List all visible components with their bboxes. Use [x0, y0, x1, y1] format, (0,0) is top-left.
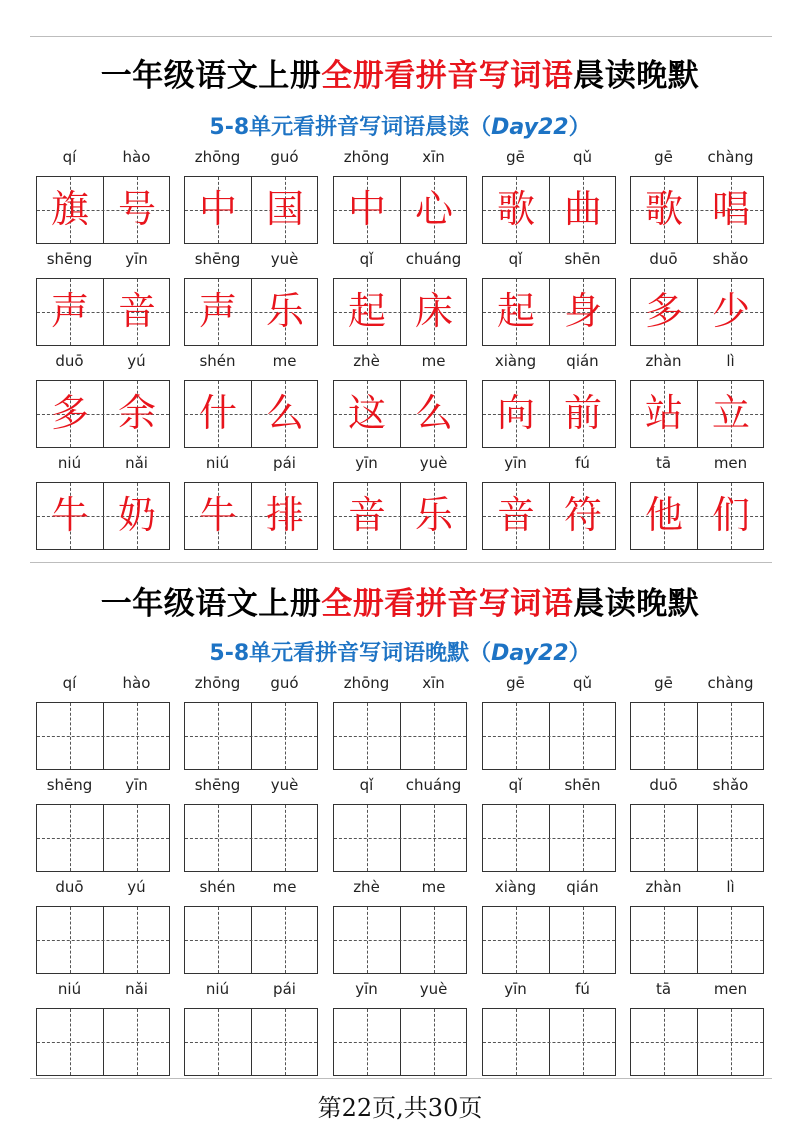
pinyin-right: shǎo	[712, 776, 749, 794]
tianzige-box[interactable]	[630, 906, 764, 974]
tianzige-box	[482, 176, 616, 244]
guide-line-horizontal	[37, 940, 169, 941]
pinyin-right: qián	[566, 352, 599, 370]
word-pair	[630, 148, 764, 250]
word-row	[36, 148, 772, 250]
tianzige-box[interactable]	[36, 804, 170, 872]
pinyin-right: shǎo	[712, 250, 749, 268]
pinyin-right: guó	[270, 674, 299, 692]
word-pair	[36, 776, 170, 878]
pinyin-right: men	[713, 980, 748, 998]
word-pair	[630, 352, 764, 454]
pinyin-left: qǐ	[508, 250, 523, 268]
pinyin-right: lì	[726, 352, 735, 370]
pinyin-right: chuáng	[405, 250, 462, 268]
word-pair	[630, 980, 764, 1082]
guide-line-vertical	[218, 1009, 219, 1075]
pinyin-right: chàng	[707, 674, 754, 692]
word-pair	[184, 980, 318, 1082]
hanzi-left: 声	[50, 289, 89, 333]
tianzige-box	[184, 482, 318, 550]
guide-line-vertical	[70, 1009, 71, 1075]
guide-line-vertical	[137, 703, 138, 769]
pinyin-right: nǎi	[125, 454, 148, 472]
pinyin-right: chuáng	[405, 776, 462, 794]
guide-line-vertical	[731, 805, 732, 871]
word-pair	[184, 250, 318, 352]
guide-line-horizontal	[185, 940, 317, 941]
word-pair	[482, 352, 616, 454]
tianzige-box	[630, 482, 764, 550]
pinyin-right: yú	[127, 878, 146, 896]
word-pair	[333, 980, 467, 1082]
word-pair	[184, 454, 318, 556]
hanzi-left: 歌	[496, 187, 535, 231]
hanzi-right: 乐	[414, 493, 453, 537]
title-part3: 晨读晚默	[573, 586, 700, 622]
guide-line-horizontal	[631, 838, 763, 839]
word-pair	[482, 776, 616, 878]
hanzi-right: 余	[117, 391, 156, 435]
tianzige-box[interactable]	[482, 1008, 616, 1076]
tianzige-box	[630, 380, 764, 448]
guide-line-vertical	[583, 703, 584, 769]
tianzige-box	[36, 176, 170, 244]
pinyin-right: lì	[726, 878, 735, 896]
tianzige-box	[184, 278, 318, 346]
word-pair	[36, 878, 170, 980]
guide-line-horizontal	[483, 736, 615, 737]
hanzi-right: 么	[414, 391, 453, 435]
section-2-title	[0, 578, 800, 623]
guide-line-horizontal	[334, 736, 466, 737]
pinyin-left: gē	[506, 674, 525, 692]
hanzi-left: 向	[496, 391, 535, 435]
pinyin-left: tā	[655, 980, 672, 998]
hanzi-right: 立	[711, 391, 750, 435]
pinyin-left: niú	[205, 980, 230, 998]
guide-line-vertical	[285, 703, 286, 769]
guide-line-vertical	[664, 703, 665, 769]
hanzi-left: 起	[496, 289, 535, 333]
pinyin-right: shēn	[564, 250, 601, 268]
pinyin-right: me	[421, 878, 446, 896]
pinyin-left: gē	[654, 148, 673, 166]
word-pair	[333, 674, 467, 776]
guide-line-horizontal	[185, 1042, 317, 1043]
pinyin-left: shēng	[46, 776, 93, 794]
guide-line-vertical	[434, 1009, 435, 1075]
pinyin-right: yīn	[125, 776, 148, 794]
tianzige-box[interactable]	[482, 906, 616, 974]
hanzi-left: 音	[496, 493, 535, 537]
word-pair	[333, 250, 467, 352]
pinyin-left: shēng	[194, 250, 241, 268]
title-part3: 晨读晚默	[573, 58, 700, 94]
pinyin-left: qǐ	[359, 776, 374, 794]
hanzi-left: 站	[644, 391, 683, 435]
pinyin-right: fú	[575, 980, 590, 998]
pinyin-right: guó	[270, 148, 299, 166]
hanzi-left: 音	[347, 493, 386, 537]
middle-divider	[30, 562, 772, 563]
subtitle-open: （	[469, 641, 492, 666]
hanzi-left: 牛	[50, 493, 89, 537]
pinyin-left: duō	[55, 352, 84, 370]
word-pair	[184, 352, 318, 454]
hanzi-right: 少	[711, 289, 750, 333]
pinyin-right: xīn	[422, 674, 445, 692]
title-part2: 全册看拼音写词语	[321, 586, 574, 622]
word-pair	[36, 454, 170, 556]
pinyin-right: me	[421, 352, 446, 370]
pinyin-right: fú	[575, 454, 590, 472]
hanzi-left: 歌	[644, 187, 683, 231]
guide-line-vertical	[516, 1009, 517, 1075]
pinyin-left: xiàng	[494, 878, 537, 896]
guide-line-vertical	[285, 1009, 286, 1075]
tianzige-box[interactable]	[184, 702, 318, 770]
guide-line-vertical	[70, 703, 71, 769]
pinyin-left: niú	[57, 980, 82, 998]
hanzi-right: 国	[265, 187, 304, 231]
subtitle-main: 5-8单元看拼音写词语晚默	[209, 641, 470, 666]
word-row	[36, 878, 772, 980]
guide-line-horizontal	[483, 838, 615, 839]
pinyin-right: yuè	[270, 776, 299, 794]
word-pair	[482, 148, 616, 250]
tianzige-box	[482, 482, 616, 550]
guide-line-horizontal	[37, 838, 169, 839]
guide-line-vertical	[516, 805, 517, 871]
hanzi-right: 符	[563, 493, 602, 537]
hanzi-right: 奶	[117, 493, 156, 537]
tianzige-box[interactable]	[630, 702, 764, 770]
pinyin-right: yuè	[419, 980, 448, 998]
guide-line-horizontal	[185, 736, 317, 737]
title-part2: 全册看拼音写词语	[321, 58, 574, 94]
tianzige-box[interactable]	[630, 804, 764, 872]
word-pair	[630, 878, 764, 980]
guide-line-vertical	[70, 907, 71, 973]
hanzi-right: 们	[711, 493, 750, 537]
guide-line-horizontal	[185, 838, 317, 839]
guide-line-vertical	[583, 805, 584, 871]
pinyin-right: pái	[273, 454, 296, 472]
word-pair	[36, 674, 170, 776]
word-pair	[630, 250, 764, 352]
pinyin-left: zhōng	[343, 674, 390, 692]
guide-line-horizontal	[483, 940, 615, 941]
word-pair	[482, 674, 616, 776]
tianzige-box[interactable]	[630, 1008, 764, 1076]
tianzige-box[interactable]	[482, 804, 616, 872]
evening-dictation-grid	[36, 674, 772, 1082]
pinyin-left: tā	[655, 454, 672, 472]
hanzi-right: 床	[414, 289, 453, 333]
word-row	[36, 980, 772, 1082]
hanzi-right: 音	[117, 289, 156, 333]
word-pair	[333, 352, 467, 454]
guide-line-vertical	[218, 805, 219, 871]
guide-line-vertical	[137, 1009, 138, 1075]
word-pair	[333, 776, 467, 878]
hanzi-left: 中	[198, 187, 237, 231]
guide-line-vertical	[516, 703, 517, 769]
pinyin-right: shēn	[564, 776, 601, 794]
tianzige-box	[482, 278, 616, 346]
tianzige-box	[333, 380, 467, 448]
word-pair	[630, 454, 764, 556]
pinyin-left: niú	[205, 454, 230, 472]
hanzi-right: 身	[563, 289, 602, 333]
guide-line-horizontal	[631, 1042, 763, 1043]
word-pair	[36, 148, 170, 250]
word-pair	[630, 674, 764, 776]
tianzige-box	[630, 176, 764, 244]
pinyin-left: zhè	[353, 352, 380, 370]
pinyin-right: yuè	[419, 454, 448, 472]
guide-line-vertical	[137, 907, 138, 973]
pinyin-right: me	[272, 352, 297, 370]
guide-line-vertical	[731, 1009, 732, 1075]
hanzi-right: 排	[265, 493, 304, 537]
word-row	[36, 250, 772, 352]
tianzige-box	[184, 380, 318, 448]
pinyin-right: nǎi	[125, 980, 148, 998]
word-pair	[482, 454, 616, 556]
word-pair	[184, 776, 318, 878]
word-pair	[36, 980, 170, 1082]
hanzi-right: 唱	[711, 187, 750, 231]
pinyin-right: yuè	[270, 250, 299, 268]
word-pair	[482, 980, 616, 1082]
hanzi-left: 他	[644, 493, 683, 537]
pinyin-left: qí	[62, 674, 77, 692]
title-part1: 一年级语文上册	[100, 58, 322, 94]
subtitle-open: （	[469, 115, 492, 140]
pinyin-left: qǐ	[359, 250, 374, 268]
word-pair	[482, 878, 616, 980]
word-row	[36, 352, 772, 454]
guide-line-horizontal	[334, 1042, 466, 1043]
word-pair	[184, 148, 318, 250]
pinyin-left: zhàn	[645, 352, 682, 370]
subtitle-close: ）	[568, 641, 591, 666]
subtitle-main: 5-8单元看拼音写词语晨读	[209, 115, 470, 140]
tianzige-box	[630, 278, 764, 346]
tianzige-box[interactable]	[36, 906, 170, 974]
section-1-title	[0, 50, 800, 95]
guide-line-vertical	[664, 805, 665, 871]
guide-line-vertical	[434, 703, 435, 769]
pinyin-left: zhōng	[194, 148, 241, 166]
top-divider	[30, 36, 772, 37]
pinyin-left: yīn	[504, 454, 527, 472]
pinyin-right: hào	[122, 148, 151, 166]
hanzi-right: 乐	[265, 289, 304, 333]
hanzi-left: 中	[347, 187, 386, 231]
hanzi-left: 这	[347, 391, 386, 435]
pinyin-left: shén	[199, 352, 236, 370]
pinyin-left: niú	[57, 454, 82, 472]
tianzige-box	[333, 278, 467, 346]
subtitle-day: Day22	[491, 641, 569, 666]
bottom-divider	[30, 1078, 772, 1079]
hanzi-left: 什	[198, 391, 237, 435]
hanzi-left: 多	[50, 391, 89, 435]
pinyin-left: shēng	[46, 250, 93, 268]
pinyin-left: gē	[654, 674, 673, 692]
pinyin-left: yīn	[355, 980, 378, 998]
tianzige-box[interactable]	[333, 1008, 467, 1076]
tianzige-box	[36, 380, 170, 448]
tianzige-box[interactable]	[36, 702, 170, 770]
pinyin-left: yīn	[355, 454, 378, 472]
pinyin-left: zhōng	[343, 148, 390, 166]
tianzige-box[interactable]	[184, 906, 318, 974]
pinyin-left: duō	[649, 250, 678, 268]
page-number: 第22页,共30页	[317, 1094, 483, 1122]
pinyin-right: yīn	[125, 250, 148, 268]
pinyin-right: qǔ	[572, 674, 593, 692]
pinyin-left: duō	[649, 776, 678, 794]
hanzi-right: 么	[265, 391, 304, 435]
guide-line-horizontal	[334, 940, 466, 941]
pinyin-right: yú	[127, 352, 146, 370]
pinyin-left: yīn	[504, 980, 527, 998]
tianzige-box	[333, 176, 467, 244]
title-part1: 一年级语文上册	[100, 586, 322, 622]
guide-line-horizontal	[37, 736, 169, 737]
guide-line-vertical	[285, 805, 286, 871]
word-row	[36, 776, 772, 878]
hanzi-left: 多	[644, 289, 683, 333]
guide-line-horizontal	[483, 1042, 615, 1043]
tianzige-box[interactable]	[184, 804, 318, 872]
hanzi-right: 心	[414, 187, 453, 231]
pinyin-left: zhōng	[194, 674, 241, 692]
pinyin-left: shén	[199, 878, 236, 896]
guide-line-vertical	[70, 805, 71, 871]
word-pair	[333, 148, 467, 250]
guide-line-vertical	[664, 1009, 665, 1075]
word-pair	[184, 878, 318, 980]
pinyin-left: shēng	[194, 776, 241, 794]
guide-line-horizontal	[631, 940, 763, 941]
tianzige-box[interactable]	[333, 804, 467, 872]
pinyin-right: xīn	[422, 148, 445, 166]
tianzige-box[interactable]	[333, 702, 467, 770]
tianzige-box	[36, 482, 170, 550]
tianzige-box[interactable]	[36, 1008, 170, 1076]
guide-line-vertical	[367, 703, 368, 769]
guide-line-horizontal	[37, 1042, 169, 1043]
guide-line-vertical	[731, 703, 732, 769]
guide-line-vertical	[285, 907, 286, 973]
guide-line-vertical	[434, 805, 435, 871]
word-pair	[630, 776, 764, 878]
tianzige-box[interactable]	[184, 1008, 318, 1076]
guide-line-vertical	[367, 907, 368, 973]
guide-line-vertical	[664, 907, 665, 973]
pinyin-left: gē	[506, 148, 525, 166]
pinyin-right: hào	[122, 674, 151, 692]
tianzige-box	[184, 176, 318, 244]
guide-line-vertical	[731, 907, 732, 973]
guide-line-horizontal	[631, 736, 763, 737]
pinyin-left: zhàn	[645, 878, 682, 896]
word-pair	[36, 250, 170, 352]
morning-reading-grid	[36, 148, 772, 556]
pinyin-left: xiàng	[494, 352, 537, 370]
guide-line-vertical	[137, 805, 138, 871]
hanzi-right: 号	[117, 187, 156, 231]
guide-line-vertical	[583, 1009, 584, 1075]
pinyin-right: me	[272, 878, 297, 896]
section-1-subtitle	[0, 110, 800, 141]
word-row	[36, 454, 772, 556]
guide-line-vertical	[218, 703, 219, 769]
guide-line-vertical	[218, 907, 219, 973]
hanzi-right: 曲	[563, 187, 602, 231]
guide-line-vertical	[367, 805, 368, 871]
guide-line-vertical	[367, 1009, 368, 1075]
hanzi-left: 起	[347, 289, 386, 333]
word-pair	[36, 352, 170, 454]
pinyin-right: pái	[273, 980, 296, 998]
subtitle-close: ）	[568, 115, 591, 140]
pinyin-left: duō	[55, 878, 84, 896]
tianzige-box	[36, 278, 170, 346]
tianzige-box	[482, 380, 616, 448]
word-pair	[482, 250, 616, 352]
guide-line-vertical	[516, 907, 517, 973]
guide-line-vertical	[583, 907, 584, 973]
pinyin-left: zhè	[353, 878, 380, 896]
word-pair	[333, 878, 467, 980]
hanzi-left: 旗	[50, 187, 89, 231]
tianzige-box	[333, 482, 467, 550]
pinyin-right: men	[713, 454, 748, 472]
tianzige-box[interactable]	[333, 906, 467, 974]
word-pair	[333, 454, 467, 556]
guide-line-vertical	[434, 907, 435, 973]
hanzi-left: 牛	[198, 493, 237, 537]
tianzige-box[interactable]	[482, 702, 616, 770]
hanzi-left: 声	[198, 289, 237, 333]
section-2-subtitle	[0, 636, 800, 667]
word-pair	[184, 674, 318, 776]
subtitle-day: Day22	[491, 115, 569, 140]
pinyin-right: qián	[566, 878, 599, 896]
word-row	[36, 674, 772, 776]
hanzi-right: 前	[563, 391, 602, 435]
pinyin-right: chàng	[707, 148, 754, 166]
pinyin-left: qǐ	[508, 776, 523, 794]
guide-line-horizontal	[334, 838, 466, 839]
pinyin-left: qí	[62, 148, 77, 166]
pinyin-right: qǔ	[572, 148, 593, 166]
